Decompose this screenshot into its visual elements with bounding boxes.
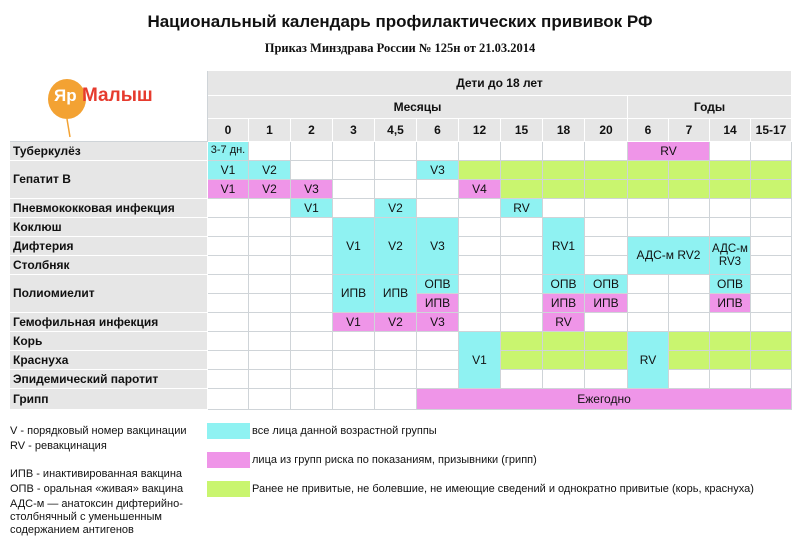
table-cell xyxy=(459,199,501,218)
mmr-green xyxy=(710,351,751,370)
table-cell xyxy=(585,199,628,218)
table-cell xyxy=(628,218,669,237)
polio-ipv-4-5: ИПВ xyxy=(375,275,417,313)
hepb-green xyxy=(585,180,628,199)
table-cell xyxy=(751,218,792,237)
hepb-green xyxy=(710,180,751,199)
table-cell xyxy=(208,237,249,256)
table-cell xyxy=(249,370,291,389)
table-cell xyxy=(669,218,710,237)
table-cell xyxy=(501,218,543,237)
table-cell xyxy=(710,218,751,237)
hepb-risk-v1: V1 xyxy=(208,180,249,199)
table-cell xyxy=(333,161,375,180)
page-subtitle: Приказ Минздрава России № 125н от 21.03.2014 xyxy=(264,41,536,55)
table-cell xyxy=(208,313,249,332)
note-ads-3: содержанием антигенов xyxy=(10,524,134,536)
table-cell xyxy=(459,275,501,294)
table-cell xyxy=(501,256,543,275)
pn-rv: RV xyxy=(501,199,543,218)
table-cell xyxy=(333,332,375,351)
row-label-polio: Полиомиелит xyxy=(10,275,208,313)
table-cell xyxy=(208,294,249,313)
hepb-green xyxy=(710,161,751,180)
table-cell xyxy=(417,199,459,218)
mmr-green xyxy=(751,351,792,370)
table-cell xyxy=(291,218,333,237)
table-cell xyxy=(249,237,291,256)
logo xyxy=(10,71,208,142)
mmr-green xyxy=(751,332,792,351)
table-cell xyxy=(375,389,417,410)
header-months: Месяцы xyxy=(208,96,628,119)
table-cell xyxy=(459,237,501,256)
age-14y: 14 xyxy=(710,119,751,142)
hepb-v1: V1 xyxy=(208,161,249,180)
hepb-green xyxy=(628,180,669,199)
table-cell xyxy=(249,351,291,370)
polio-opv-20: ОПВ xyxy=(585,275,628,294)
hib-rv: RV xyxy=(543,313,585,332)
mmr-green xyxy=(543,351,585,370)
table-cell xyxy=(291,351,333,370)
polio-ipv-6: ИПВ xyxy=(417,294,459,313)
table-cell xyxy=(501,313,543,332)
table-cell xyxy=(249,256,291,275)
table-cell xyxy=(751,370,792,389)
header-group: Дети до 18 лет xyxy=(208,71,792,96)
polio-opv-18: ОПВ xyxy=(543,275,585,294)
table-cell xyxy=(459,294,501,313)
table-cell xyxy=(333,199,375,218)
hepb-green xyxy=(543,180,585,199)
table-cell xyxy=(249,218,291,237)
ads-rv3: АДС-м RV3 xyxy=(710,237,751,275)
polio-opv-6: ОПВ xyxy=(417,275,459,294)
row-label-measles: Корь xyxy=(10,332,208,351)
table-cell xyxy=(375,161,417,180)
table-cell xyxy=(751,142,792,161)
polio-opv-14: ОПВ xyxy=(710,275,751,294)
age-15-17y: 15-17 xyxy=(751,119,792,142)
table-cell xyxy=(585,256,628,275)
age-3: 3 xyxy=(333,119,375,142)
row-label-flu: Грипп xyxy=(10,389,208,410)
table-cell xyxy=(291,142,333,161)
age-7y: 7 xyxy=(669,119,710,142)
table-cell xyxy=(208,351,249,370)
table-cell xyxy=(291,237,333,256)
note-v: V - порядковый номер вакцинации xyxy=(10,425,187,437)
row-label-rubella: Краснуха xyxy=(10,351,208,370)
tb-rv: RV xyxy=(628,142,710,161)
mmr-green xyxy=(501,332,543,351)
table-cell xyxy=(375,332,417,351)
legend-swatch-cyan xyxy=(207,423,250,439)
table-cell xyxy=(249,199,291,218)
table-cell xyxy=(501,370,543,389)
table-cell xyxy=(459,142,501,161)
note-ads-2: столбнячный с уменьшенным xyxy=(10,511,162,523)
hepb-green xyxy=(459,161,501,180)
age-20: 20 xyxy=(585,119,628,142)
table-cell xyxy=(751,275,792,294)
hepb-v2: V2 xyxy=(249,161,291,180)
table-cell xyxy=(375,142,417,161)
table-cell xyxy=(333,370,375,389)
mmr-green xyxy=(585,351,628,370)
hepb-risk-v3: V3 xyxy=(291,180,333,199)
dtp-v1: V1 xyxy=(333,218,375,275)
hepb-green xyxy=(628,161,669,180)
table-cell xyxy=(291,161,333,180)
mmr-green xyxy=(543,332,585,351)
table-cell xyxy=(291,313,333,332)
note-opv: ОПВ - оральная «живая» вакцина xyxy=(10,483,184,495)
table-cell xyxy=(417,180,459,199)
table-cell xyxy=(543,142,585,161)
table-cell xyxy=(628,199,669,218)
table-cell xyxy=(710,370,751,389)
row-label-hepatitis-b: Гепатит В xyxy=(10,161,208,199)
hepb-risk-v2: V2 xyxy=(249,180,291,199)
table-cell xyxy=(208,256,249,275)
hepb-green xyxy=(669,180,710,199)
row-label-diphtheria: Дифтерия xyxy=(10,237,208,256)
mmr-v1: V1 xyxy=(459,332,501,389)
table-cell xyxy=(585,370,628,389)
note-rv: RV - ревакцинация xyxy=(10,440,107,452)
hepb-green xyxy=(751,180,792,199)
hib-v1: V1 xyxy=(333,313,375,332)
flu-annual: Ежегодно xyxy=(417,389,792,410)
polio-ipv-14: ИПВ xyxy=(710,294,751,313)
table-cell xyxy=(501,275,543,294)
row-label-pertussis: Коклюш xyxy=(10,218,208,237)
hepb-green xyxy=(543,161,585,180)
table-cell xyxy=(333,142,375,161)
table-cell xyxy=(333,351,375,370)
table-cell xyxy=(208,199,249,218)
table-cell xyxy=(501,142,543,161)
table-cell xyxy=(710,142,751,161)
hepb-green xyxy=(501,161,543,180)
table-cell xyxy=(249,313,291,332)
table-cell xyxy=(669,370,710,389)
mmr-green xyxy=(501,351,543,370)
table-cell xyxy=(333,180,375,199)
table-cell xyxy=(628,275,669,294)
table-cell xyxy=(459,218,501,237)
table-cell xyxy=(459,256,501,275)
hepb-v3: V3 xyxy=(417,161,459,180)
table-cell xyxy=(291,389,333,410)
table-cell xyxy=(208,275,249,294)
table-cell xyxy=(208,332,249,351)
table-cell xyxy=(669,313,710,332)
table-cell xyxy=(375,370,417,389)
table-cell xyxy=(585,237,628,256)
table-cell xyxy=(249,275,291,294)
header-years: Годы xyxy=(628,96,792,119)
table-cell xyxy=(375,180,417,199)
table-cell xyxy=(417,142,459,161)
row-label-pneumococcal: Пневмококковая инфекция xyxy=(10,199,208,218)
age-6: 6 xyxy=(417,119,459,142)
mmr-green xyxy=(585,332,628,351)
table-cell xyxy=(669,275,710,294)
row-label-tetanus: Столбняк xyxy=(10,256,208,275)
hib-v2: V2 xyxy=(375,313,417,332)
age-15: 15 xyxy=(501,119,543,142)
table-cell xyxy=(375,351,417,370)
row-label-tuberculosis: Туберкулёз xyxy=(10,142,208,161)
age-18: 18 xyxy=(543,119,585,142)
ads-rv2: АДС-м RV2 xyxy=(628,237,710,275)
table-cell xyxy=(249,294,291,313)
hepb-green xyxy=(669,161,710,180)
table-cell xyxy=(417,332,459,351)
table-cell xyxy=(249,389,291,410)
age-6y: 6 xyxy=(628,119,669,142)
table-cell xyxy=(710,313,751,332)
table-cell xyxy=(628,294,669,313)
dtp-rv1: RV1 xyxy=(543,218,585,275)
mmr-green xyxy=(669,351,710,370)
table-cell xyxy=(249,332,291,351)
legend-swatch-green xyxy=(207,481,250,497)
age-4-5: 4,5 xyxy=(375,119,417,142)
table-cell xyxy=(417,370,459,389)
table-cell xyxy=(751,313,792,332)
table-cell xyxy=(751,237,792,256)
table-cell xyxy=(291,275,333,294)
legend-green: Ранее не привитые, не болевшие, не имеющие сведений и однократно привитые (корь, краснуха) xyxy=(252,483,754,495)
note-ipv: ИПВ - инактивированная вакцина xyxy=(10,468,183,480)
mmr-green xyxy=(669,332,710,351)
table-cell xyxy=(628,313,669,332)
table-cell xyxy=(208,389,249,410)
legend-magenta: лица из групп риска по показаниям, призывники (грипп) xyxy=(252,454,537,466)
age-0: 0 xyxy=(208,119,249,142)
table-cell xyxy=(543,370,585,389)
row-label-hib: Гемофильная инфекция xyxy=(10,313,208,332)
table-cell xyxy=(543,199,585,218)
pn-v1: V1 xyxy=(291,199,333,218)
polio-ipv-3: ИПВ xyxy=(333,275,375,313)
age-2: 2 xyxy=(291,119,333,142)
table-cell xyxy=(417,351,459,370)
hepb-risk-v4: V4 xyxy=(459,180,501,199)
table-cell xyxy=(669,199,710,218)
table-cell xyxy=(291,256,333,275)
mmr-rv: RV xyxy=(628,332,669,389)
table-cell xyxy=(585,142,628,161)
note-ads: АДС-м — анатоксин дифтерийно- xyxy=(10,498,183,510)
polio-ipv-20: ИПВ xyxy=(585,294,628,313)
page-title: Национальный календарь профилактических прививок РФ xyxy=(147,12,653,31)
polio-ipv-18: ИПВ xyxy=(543,294,585,313)
row-label-mumps: Эпидемический паротит xyxy=(10,370,208,389)
table-cell xyxy=(751,199,792,218)
mmr-green xyxy=(710,332,751,351)
table-cell xyxy=(710,199,751,218)
dtp-v2: V2 xyxy=(375,218,417,275)
legend-cyan: все лица данной возрастной группы xyxy=(252,425,437,437)
table-cell xyxy=(751,294,792,313)
hib-v3: V3 xyxy=(417,313,459,332)
logo-name: Малыш xyxy=(82,85,153,106)
table-cell xyxy=(208,218,249,237)
vaccination-calendar-table xyxy=(10,71,792,410)
table-cell xyxy=(585,218,628,237)
table-cell xyxy=(249,142,291,161)
age-12: 12 xyxy=(459,119,501,142)
table-cell xyxy=(501,294,543,313)
table-cell xyxy=(459,313,501,332)
dtp-v3: V3 xyxy=(417,218,459,275)
pn-v2: V2 xyxy=(375,199,417,218)
hepb-green xyxy=(585,161,628,180)
table-cell xyxy=(585,313,628,332)
table-cell xyxy=(291,294,333,313)
table-cell xyxy=(291,370,333,389)
table-cell xyxy=(669,294,710,313)
hepb-green xyxy=(751,161,792,180)
table-cell xyxy=(333,389,375,410)
table-cell xyxy=(501,237,543,256)
table-cell xyxy=(291,332,333,351)
age-1: 1 xyxy=(249,119,291,142)
tb-birth: 3-7 дн. xyxy=(208,142,249,161)
table-cell xyxy=(208,370,249,389)
logo-ya: Яр xyxy=(54,86,77,105)
legend-swatch-magenta xyxy=(207,452,250,468)
hepb-green xyxy=(501,180,543,199)
table-cell xyxy=(751,256,792,275)
